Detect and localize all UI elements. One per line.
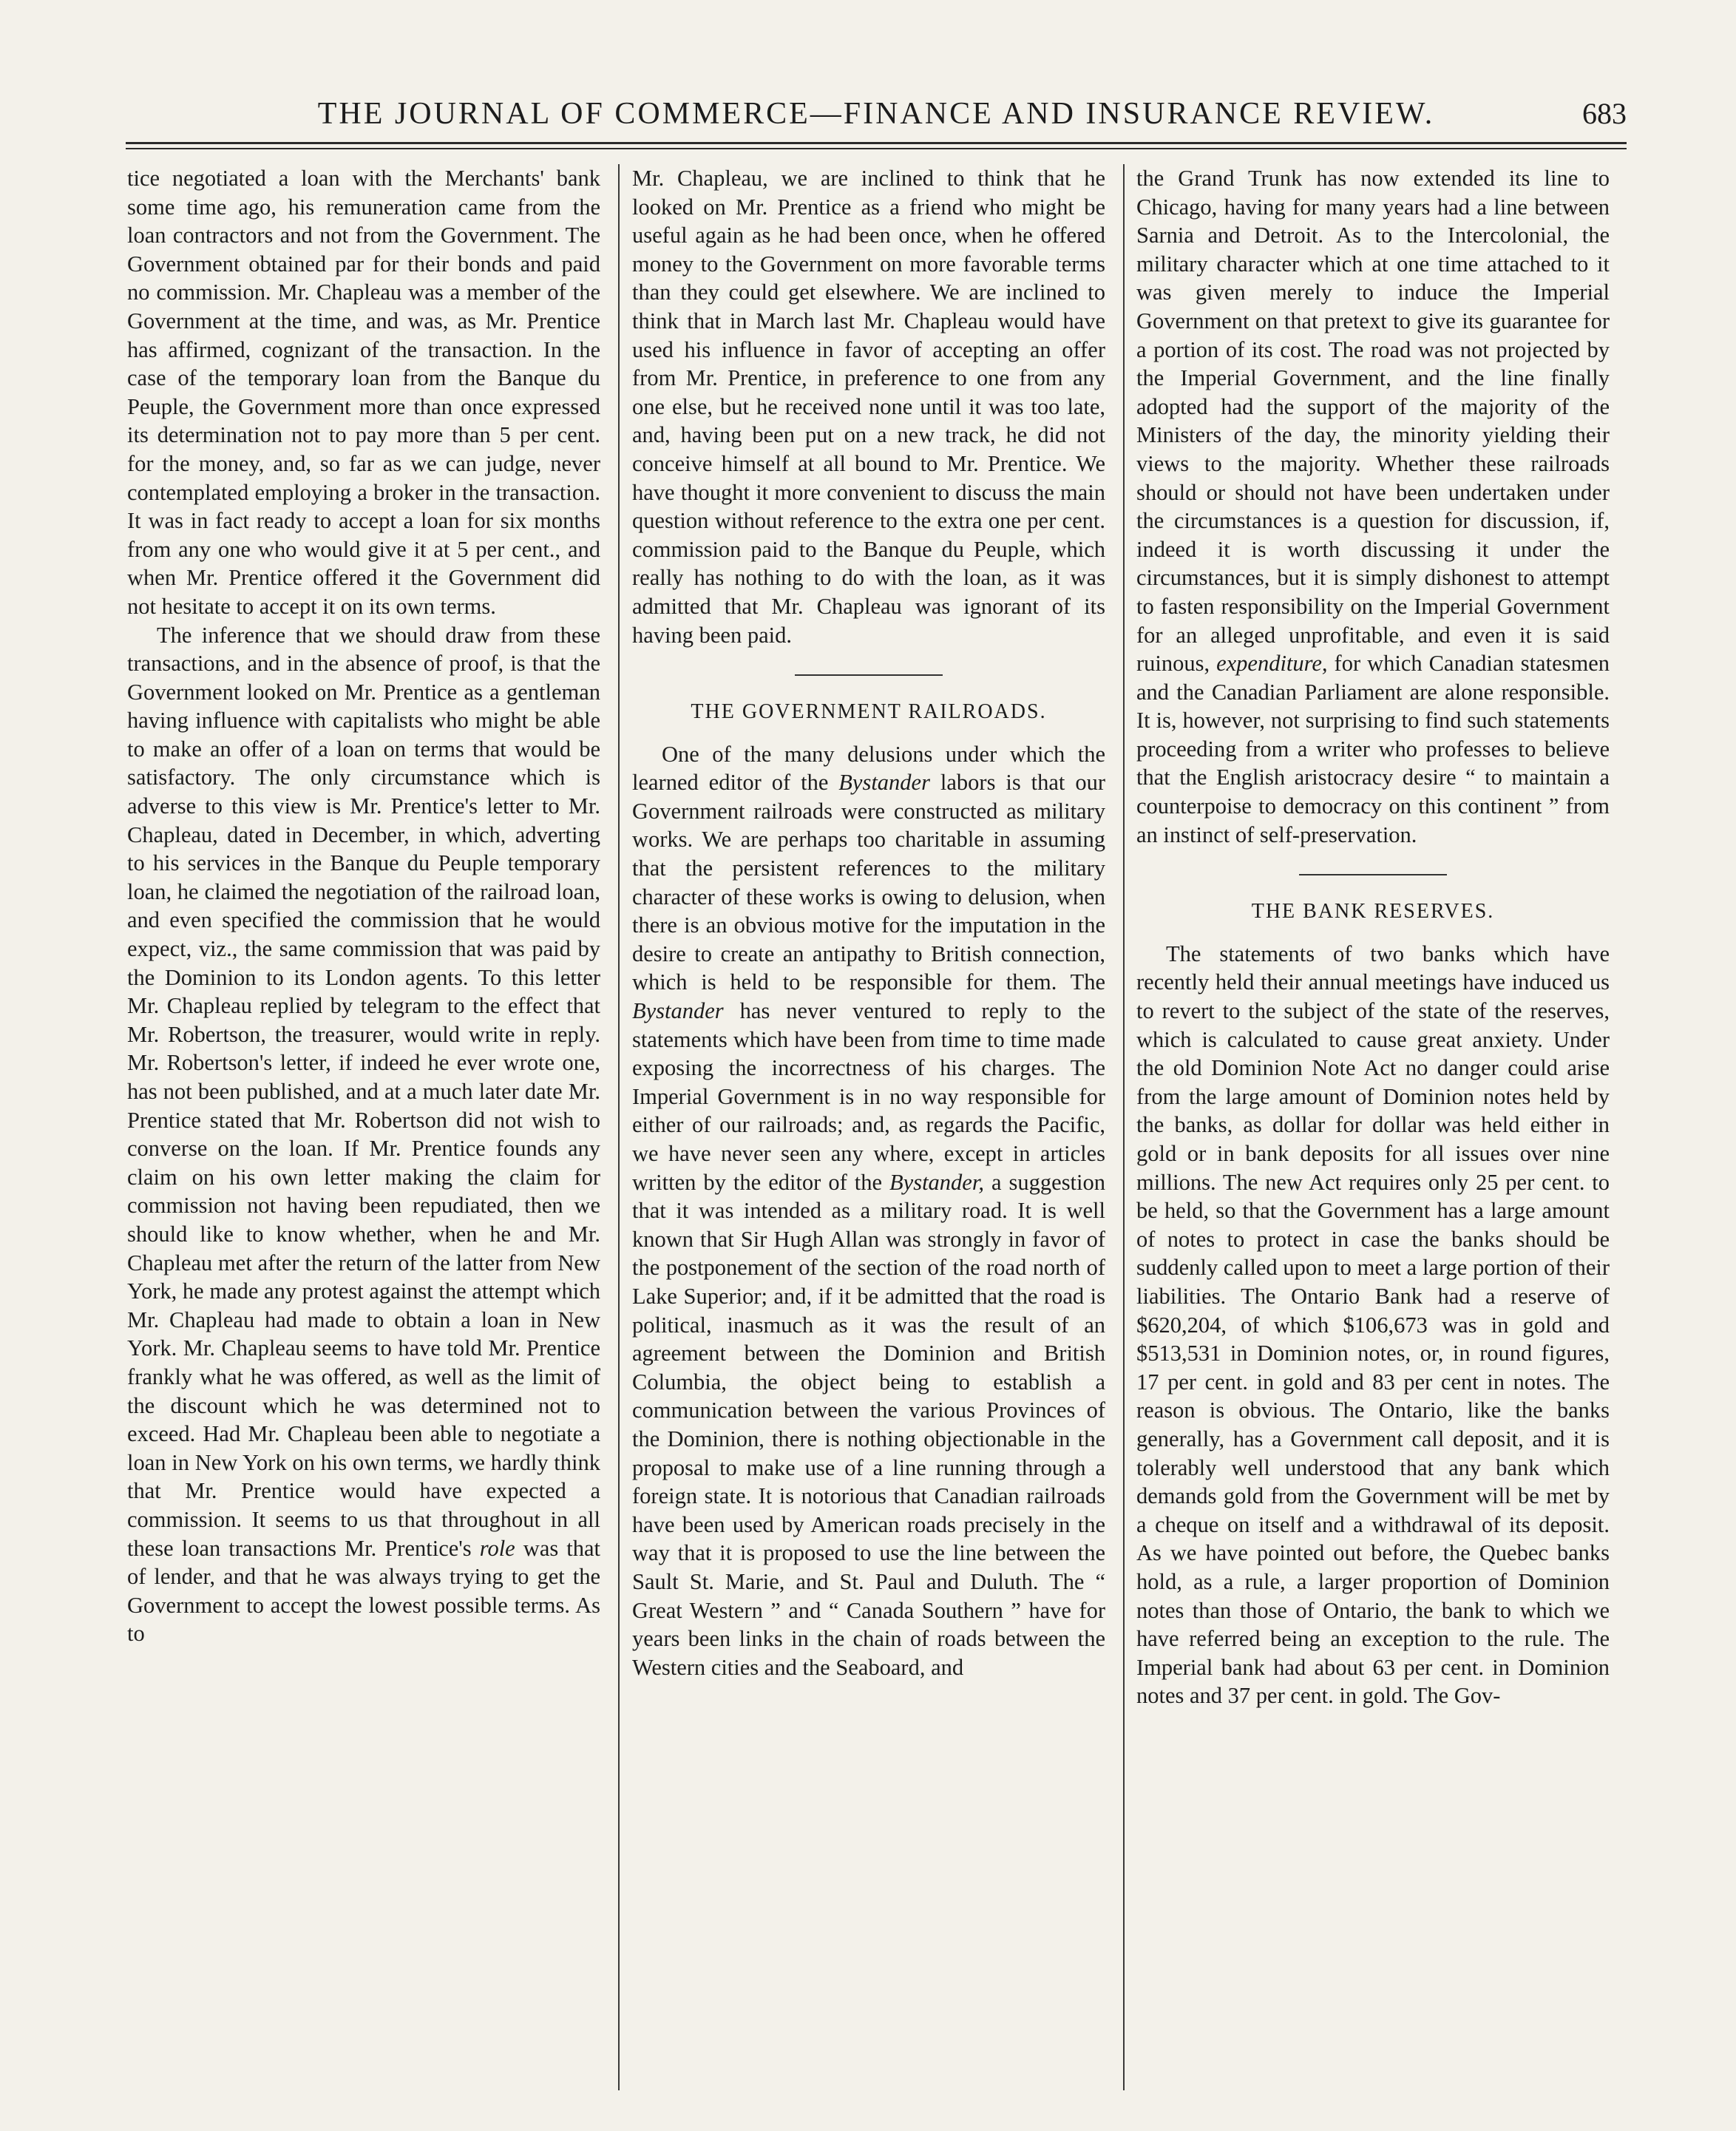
text-run: The inference that we should draw from these transactions, and in the absence of proof, is that the Government looked on Mr. Prentice as a gentleman having influence with capitalists who might be able to make an offer of a loan on terms that would be satisfactory. The only circumstance which is adverse to this view is Mr. Prentice's letter to Mr. Chapleau, dated in December, in which, adverting to his services in the Banque du Peuple temporary loan, he claimed the negotiation of the railroad loan, and even specified the commission that he would expect, viz., the same commission that was paid by the Dominion to its London agents. To this letter Mr. Chapleau replied by telegram to the effect that Mr. Robertson, the treasurer, would write in reply. Mr. Robertson's letter, if indeed he ever wrote one, has not been published, and at a much later date Mr. Prentice stated that Mr. Robertson did not wish to converse on the loan. If Mr. Prentice founds any claim on his own letter making the claim for commission not having been repudiated, then we should like to know whether, when he and Mr. Chapleau met after the return of the latter from New York, he made any protest against the attempt which Mr. Chapleau had made to obtain a loan in New York. Mr. Chapleau seems to have told Mr. Prentice frankly what he was offered, as well as the limit of the discount which he was determined not to exceed. Had Mr. Chapleau been able to negotiate a loan in New York on his own terms, we hardly think that Mr. Prentice would have expected a commission. It seems to us that throughout in all these loan transactions Mr. Prentice's [127, 622, 600, 1561]
italic-text: expenditure, [1216, 651, 1328, 677]
text-run: One of the many delusions under which the learned editor of the [632, 741, 1105, 796]
italic-text: Bystander [838, 770, 930, 796]
section-heading-bank-reserves: THE BANK RESERVES. [1251, 900, 1495, 924]
section-separator [1299, 874, 1447, 875]
column-divider [1123, 164, 1125, 2090]
journal-title: THE JOURNAL OF COMMERCE—FINANCE AND INSURANCE REVIEW. [317, 97, 1435, 131]
paragraph [632, 740, 1105, 1682]
text-run: for which Canadian statesmen and the Canadian Parliament are alone responsible. It is, however, not surprising to find such statements proceeding from a writer who professes to believe that the English aristocracy desire “ to maintain a counterpoise to democracy on this continent ” from an instinct of self-preservation. [1136, 651, 1610, 847]
paragraph: tice negotiated a loan with the Merchants' bank some time ago, his remuneration came from the loan contractors and not from the Government. The Government obtained par for their bonds and paid no commission. Mr. Chapleau was a member of the Government at the time, and was, as Mr. Prentice has affirmed, cognizant of the transaction. In the case of the temporary loan from the Banque du Peuple, the Government more than once expressed its determination not to pay more than 5 per cent. for the money, and, so far as we can judge, never contemplated employing a broker in the transaction. It was in fact ready to accept a loan for six months from any one who would give it at 5 per cent., and when Mr. Prentice offered it the Government did not hesitate to accept it on its own terms. [127, 166, 600, 619]
column-divider [618, 164, 620, 2090]
column-1 [127, 164, 600, 2101]
italic-text: role [479, 1535, 515, 1561]
header-rule-top [126, 142, 1627, 144]
text-run: has never ventured to reply to the statements which have been from time to time made exposing the incorrectness of his charges. The Imperial Government is in no way responsible for either of our railroads; and, as regards the Pacific, we have never seen any where, except in articles written by the editor of the [632, 998, 1105, 1195]
text-run: a suggestion that it was intended as a military road. It is well known that Sir Hugh Allan was strongly in favor of the postponement of the section of the road north of Lake Superior; and, if it be admitted that the road is political, inasmuch as it was the result of an agreement between the Dominion and British Columbia, the object being to establish a communication between the various Provinces of the Dominion, there is nothing objectionable in the proposal to make use of a line running through a foreign state. It is notorious that Canadian railroads have been used by American roads precisely in the way that it is proposed to use the line between the Sault St. Marie, and St. Paul and Duluth. The “ Great Western ” and “ Canada Southern ” have for years been links in the chain of roads between the Western cities and the Seaboard, and [632, 1169, 1105, 1680]
section-heading-government-railroads: THE GOVERNMENT RAILROADS. [691, 700, 1047, 724]
italic-text: Bystander [632, 998, 724, 1024]
paragraph [1136, 164, 1610, 849]
column-2 [632, 164, 1105, 2101]
paragraph [127, 621, 600, 1648]
paragraph: Mr. Chapleau, we are inclined to think that he looked on Mr. Prentice as a friend who might be useful again as he had been once, when he offered money to the Government on more favorable terms than they could get elsewhere. We are inclined to think that in March last Mr. Chapleau would have used his influence in favor of accepting an offer from Mr. Prentice, in preference to one from any one else, but he received none until it was too late, and, having been put on a new track, he did not conceive himself at all bound to Mr. Prentice. We have thought it more convenient to discuss the main question without reference to the extra one per cent. commission paid to the Banque du Peuple, which really has nothing to do with the loan, as it was admitted that Mr. Chapleau was ignorant of its having been paid. [632, 166, 1105, 648]
text-run: labors is that our Government railroads were constructed as military works. We are perhaps too charitable in assuming that the persistent references to the military character of these works is owing to delusion, when there is an obvious motive for the imputation in the desire to create an antipathy to British connection, which is held to be responsible for them. The [632, 770, 1105, 995]
column-3 [1136, 164, 1610, 2101]
text-run: the Grand Trunk has now extended its line to Chicago, having for many years had a line between Sarnia and Detroit. As to the Intercolonial, the military character which at one time attached to it was given merely to induce the Imperial Government on that pretext to give its guarantee for a portion of its cost. The road was not projected by the Imperial Government, and the line finally adopted had the support of the majority of the Ministers of the day, the minority yielding their views to the majority. Whether these railroads should or should not have been undertaken under the circumstances is a question for discussion, if, indeed it is worth discussing it under the circumstances, but it is simply dishonest to attempt to fasten responsibility on the Imperial Government for an alleged unprofitable, and even it is said ruinous, [1136, 166, 1610, 677]
page-number: 683 [1582, 97, 1627, 130]
header-rule-bottom [126, 148, 1627, 149]
text-run: was that of lender, and that he was always trying to get the Government to accept the lowest possible terms. As to [127, 1535, 600, 1647]
running-header [126, 96, 1627, 140]
paragraph: The statements of two banks which have recently held their annual meetings have induced us to revert to the subject of the state of the reserves, which is calculated to cause great anxiety. Under the old Dominion Note Act no danger could arise from the large amount of Dominion notes held by the banks, as dollar for dollar was held either in gold or in bank deposits for all issues over nine millions. The new Act requires only 25 per cent. to be held, so that the Government has a large amount of notes to protect in case the banks should be suddenly called upon to meet a large portion of their liabilities. The Ontario Bank had a reserve of $620,204, of which $106,673 was in gold and $513,531 in Dominion notes, or, in round figures, 17 per cent. in gold and 83 per cent in notes. The reason is obvious. The Ontario, like the banks generally, has a Government call deposit, and it is tolerably well understood that any bank which demands gold from the Government will be met by a cheque on itself and a withdrawal of its deposit. As we have pointed out before, the Quebec banks hold, as a rule, a larger proportion of Dominion notes than those of Ontario, the bank to which we have referred being an exception to the rule. The Imperial bank had about 63 per cent. in Dominion notes and 37 per cent. in gold. The Gov- [1136, 941, 1610, 1709]
section-separator [795, 674, 943, 676]
italic-text: Bystander, [889, 1169, 984, 1195]
